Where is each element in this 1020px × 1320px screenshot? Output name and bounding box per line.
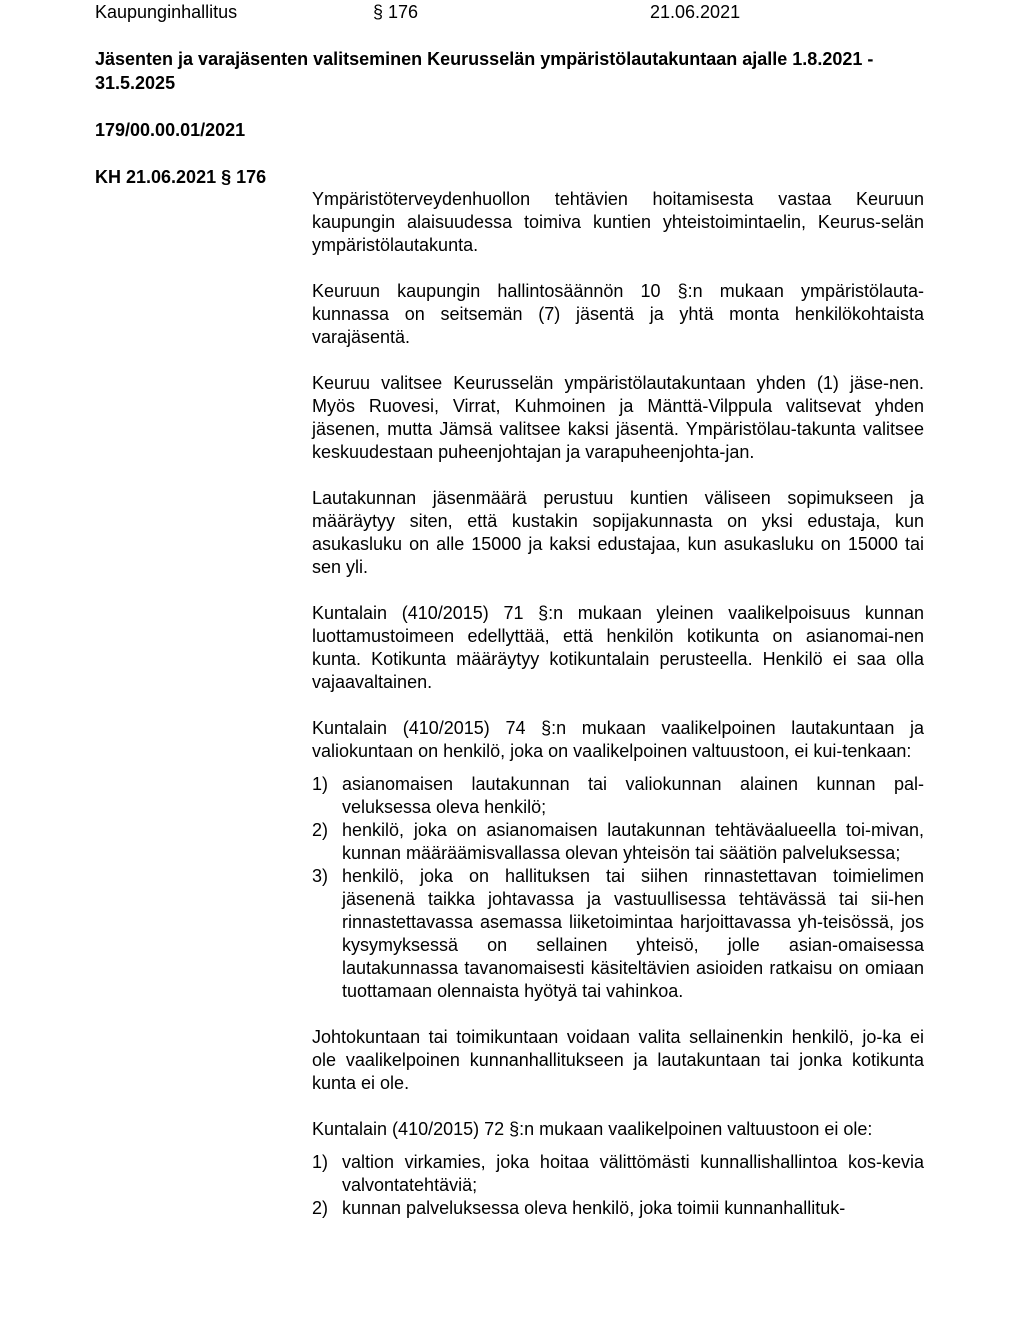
body-paragraph: Keuruu valitsee Keurusselän ympäristölautakuntaan yhden (1) jäse-nen. Myös Ruovesi, Virrat, Kuhmoinen ja Mänttä-Vilppula valitsevat yhden jäsenen, mutta Jämsä valitsee kaksi jäsentä. Ympäristölau-takunta valitsee keskuudestaan puheenjohtajan ja varapuheenjohta-jan.	[312, 373, 924, 462]
list-item-text: asianomaisen lautakunnan tai valiokunnan alainen kunnan pal-veluksessa oleva henkilö;	[342, 774, 924, 817]
header-date: 21.06.2021	[650, 2, 741, 22]
list-item-number: 2)	[312, 1198, 329, 1218]
document-header	[95, 0, 955, 24]
body-paragraph: Johtokuntaan tai toimikuntaan voidaan valita sellainenkin henkilö, jo-ka ei ole vaalikelpoinen kunnanhallitukseen ja lautakuntaan tai jonka kotikunta kunta ei ole.	[312, 1027, 924, 1093]
document-body	[312, 188, 924, 1243]
list-item	[312, 865, 924, 1003]
body-paragraph: Kuntalain (410/2015) 72 §:n mukaan vaalikelpoinen valtuustoon ei ole:	[312, 1119, 873, 1139]
body-paragraph: Kuntalain (410/2015) 74 §:n mukaan vaalikelpoinen lautakuntaan ja valiokuntaan on henkilö, joka on vaalikelpoinen valtuustoon, ei kui-tenkaan:	[312, 718, 924, 761]
list-item-text: henkilö, joka on hallituksen tai siihen rinnastettavan toimielimen jäsenenä taikka johtavassa ja vastuullisessa tehtävässä tai sii-hen rinnastettavassa asemassa liiketoimintaa harjoittavassa yh-teisössä, jos kysymyksessä on sellainen yhteisö, jolle asian-omaisessa lautakunnassa tavanomaisesti käsiteltävien asioiden ratkaisu on omiaan tuottamaan olennaista hyötyä tai vahinkoa.	[342, 866, 924, 1001]
list-item-number: 2)	[312, 820, 329, 840]
list-item-text: henkilö, joka on asianomaisen lautakunnan tehtäväalueella toi-mivan, kunnan määräämisvallassa olevan yhteisön tai säätiön palveluksessa;	[342, 820, 924, 863]
eligibility-list-72	[312, 1151, 924, 1220]
header-paragraph: § 176	[373, 2, 419, 22]
list-item-number: 1)	[312, 1152, 329, 1172]
header-organ: Kaupunginhallitus	[95, 2, 238, 22]
eligibility-list-74	[312, 773, 924, 1003]
document-title: Jäsenten ja varajäsenten valitseminen Keurusselän ympäristölautakuntaan ajalle 1.8.2021 - 31.5.2025	[95, 49, 874, 93]
kh-reference: KH 21.06.2021 § 176	[95, 167, 267, 187]
list-item	[312, 773, 924, 819]
body-paragraph: Keuruun kaupungin hallintosäännön 10 §:n mukaan ympäristölauta-kunnassa on seitsemän (7) jäsentä ja yhtä monta henkilökohtaista varajäsentä.	[312, 281, 924, 347]
list-item	[312, 1197, 924, 1220]
list-item-number: 3)	[312, 866, 329, 886]
list-item-text: kunnan palveluksessa oleva henkilö, joka toimii kunnanhallituk-	[342, 1198, 846, 1218]
body-paragraph: Kuntalain (410/2015) 71 §:n mukaan yleinen vaalikelpoisuus kunnan luottamustoimeen edellyttää, että henkilön kotikunta on asianomai-nen kunta. Kotikunta määräytyy kotikuntalain perusteella. Henkilö ei saa olla vajaavaltainen.	[312, 603, 924, 692]
list-item	[312, 819, 924, 865]
body-paragraph: Lautakunnan jäsenmäärä perustuu kuntien väliseen sopimukseen ja määräytyy siten, että kustakin sopijakunnasta on yksi edustaja, kun asukasluku on alle 15000 ja kaksi edustajaa, kun asukasluku on 15000 tai sen yli.	[312, 488, 924, 577]
list-item	[312, 1151, 924, 1197]
document-number: 179/00.00.01/2021	[95, 120, 246, 140]
list-item-number: 1)	[312, 774, 329, 794]
list-item-text: valtion virkamies, joka hoitaa välittömästi kunnallishallintoa kos-kevia valvontatehtäviä;	[342, 1152, 924, 1195]
body-paragraph: Ympäristöterveydenhuollon tehtävien hoitamisesta vastaa Keuruun kaupungin alaisuudessa toimiva kuntien yhteistoimintaelin, Keurus-selän ympäristölautakunta.	[312, 189, 924, 255]
